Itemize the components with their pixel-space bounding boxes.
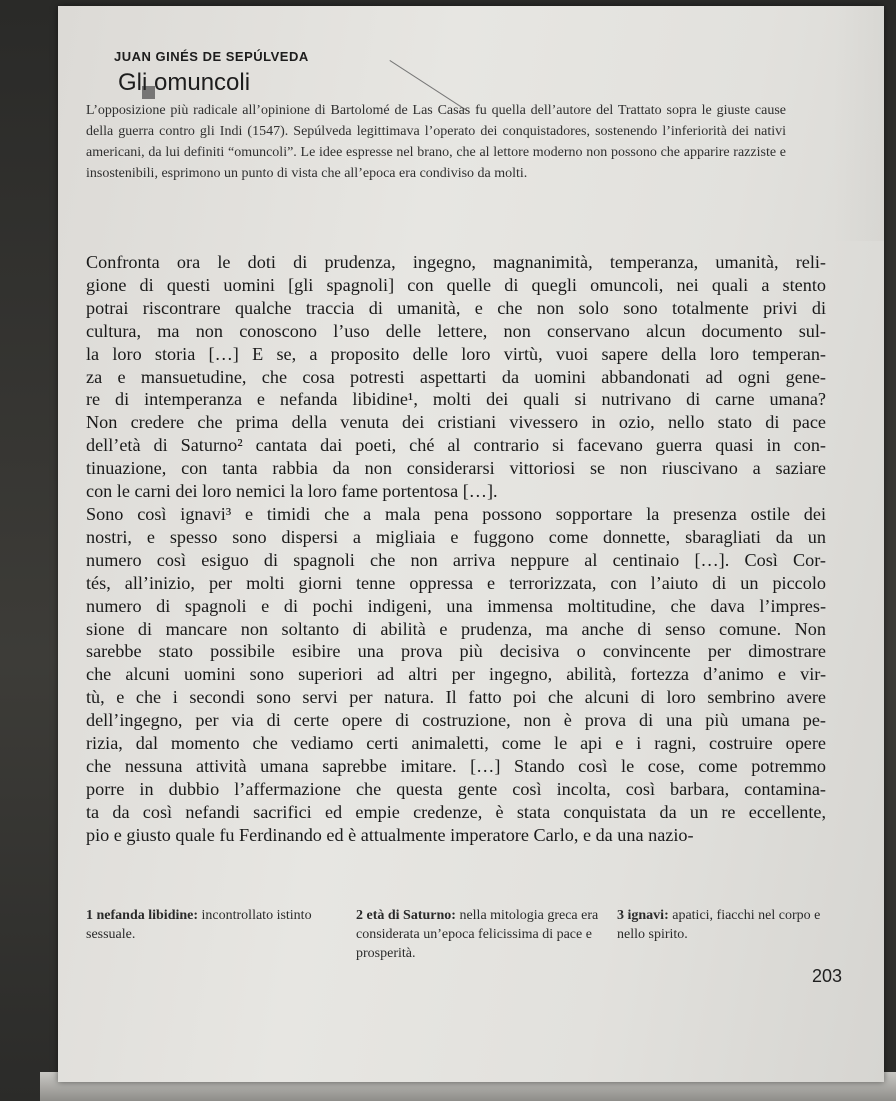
text-line: dell’età di Saturno² cantata dai poeti, ché al contrario si facevano guerra quasi in con-	[86, 435, 826, 456]
text-line: dell’ingegno, per via di certe opere di costruzione, non è prova di una più umana pe-	[86, 710, 826, 731]
text-line: che nessuna attività umana saprebbe imitare. […] Stando così le cose, come potremmo	[86, 755, 826, 776]
footnote-term: 2 età di Saturno:	[356, 908, 456, 923]
footnote-1	[86, 906, 342, 944]
text-line: cultura, ma non conoscono l’uso delle lettere, non conservano alcun documento sul-	[86, 320, 826, 341]
footnote-term: 1 nefanda libidine:	[86, 908, 199, 923]
intro-paragraph	[86, 100, 786, 184]
author-name: JUAN GINÉS DE SEPÚLVEDA	[114, 49, 309, 64]
text-line: nostri, e spesso sono dispersi a migliaia e fuggono come donnette, sbaragliati da un	[86, 526, 826, 547]
intro-text: L’opposizione più radicale all’opinione di Bartolomé de Las Casas fu quella dell’autore del Trattato sopra le giuste cause della guerra contro gli Indi (1547). Sepúlveda legittimava l’operato dei conquistadores, sostenendo l’inferiorità dei nativi americani, da lui definiti “omuncoli”. Le idee espresse nel brano, che al lettore moderno non possono che apparire razziste e insostenibili, esprimono un punto di vista che all’epoca era condiviso da molti.	[86, 103, 786, 181]
footnote-2	[356, 906, 606, 963]
text-line: Confronta ora le doti di prudenza, ingegno, magnanimità, temperanza, umanità, reli-	[86, 252, 826, 272]
text-line: sione di mancare non soltanto di abilità e prudenza, ma anche di senso comune. Non	[86, 618, 826, 639]
footnote-text: incontrollato istinto sessuale.	[86, 908, 312, 942]
footnote-3	[617, 906, 837, 944]
page-title: Gli omuncoli	[118, 69, 251, 96]
text-line: tés, all’inizio, per molti giorni tenne oppressa e terrorizzata, con l’aiuto di un piccolo	[86, 572, 826, 593]
text-line: gione di questi uomini [gli spagnoli] con quelle di quegli omuncoli, nei quali a stento	[86, 274, 826, 295]
adjacent-page-shadow	[834, 6, 884, 241]
text-line: Sono così ignavi³ e timidi che a mala pena possono sopportare la presenza ostile dei	[86, 503, 826, 524]
text-line: rizia, dal momento che vediamo certi animaletti, come le api e i ragni, costruire opere	[86, 733, 826, 754]
page-number: 203	[812, 966, 843, 986]
text-line: potrai riscontrare qualche traccia di umanità, e che non solo sono totalmente privi di	[86, 297, 826, 318]
text-line: numero così esiguo di spagnoli che non arriva neppure al centinaio […]. Così Cor-	[86, 549, 826, 570]
text-line: ta da così nefandi sacrifici ed empie credenze, è stata conquistata da un re eccellente,	[86, 801, 826, 822]
footnote-text: apatici, fiacchi nel corpo e nello spirito.	[617, 908, 821, 942]
text-line: tù, e che i secondi sono servi per natura. Il fatto poi che alcuni di loro sembrino avere	[86, 687, 826, 708]
text-line: porre in dubbio l’affermazione che questa gente così incolta, così barbara, contamina-	[86, 778, 826, 799]
text-line: numero di spagnoli e di pochi indigeni, una immensa moltitudine, che dava l’impres-	[86, 595, 826, 616]
text-line: la loro storia […] E se, a proposito delle loro virtù, vuoi sapere della loro temperan-	[86, 343, 826, 364]
text-line: che alcuni uomini sono superiori ad altri per ingegno, abilità, fortezza d’animo e vir-	[86, 664, 826, 685]
footnote-text: nella mitologia greca era considerata un’epoca felicissima di pace e prosperità.	[356, 908, 599, 961]
text-line: tinuazione, con tanta rabbia da non considerarsi vittoriosi se non riuscivano a saziare	[86, 458, 826, 479]
text-line: Non credere che prima della venuta dei cristiani vivessero in ozio, nello stato di pace	[86, 412, 826, 433]
main-text	[86, 251, 826, 847]
text-line: za e mansuetudine, che cosa potresti aspettarti da uomini abbandonati ad ogni gene-	[86, 366, 826, 387]
text-line: re di intemperanza e nefanda libidine¹, molti dei quali si nutrivano di carne umana?	[86, 389, 826, 410]
text-line: pio e giusto quale fu Ferdinando ed è attualmente imperatore Carlo, e da una nazio-	[86, 824, 694, 845]
text-line: sarebbe stato possibile esibire una prova più decisiva o convincente per dimostrare	[86, 641, 826, 662]
text-line: con le carni dei loro nemici la loro fame portentosa […].	[86, 481, 498, 502]
footnote-term: 3 ignavi:	[617, 908, 669, 923]
